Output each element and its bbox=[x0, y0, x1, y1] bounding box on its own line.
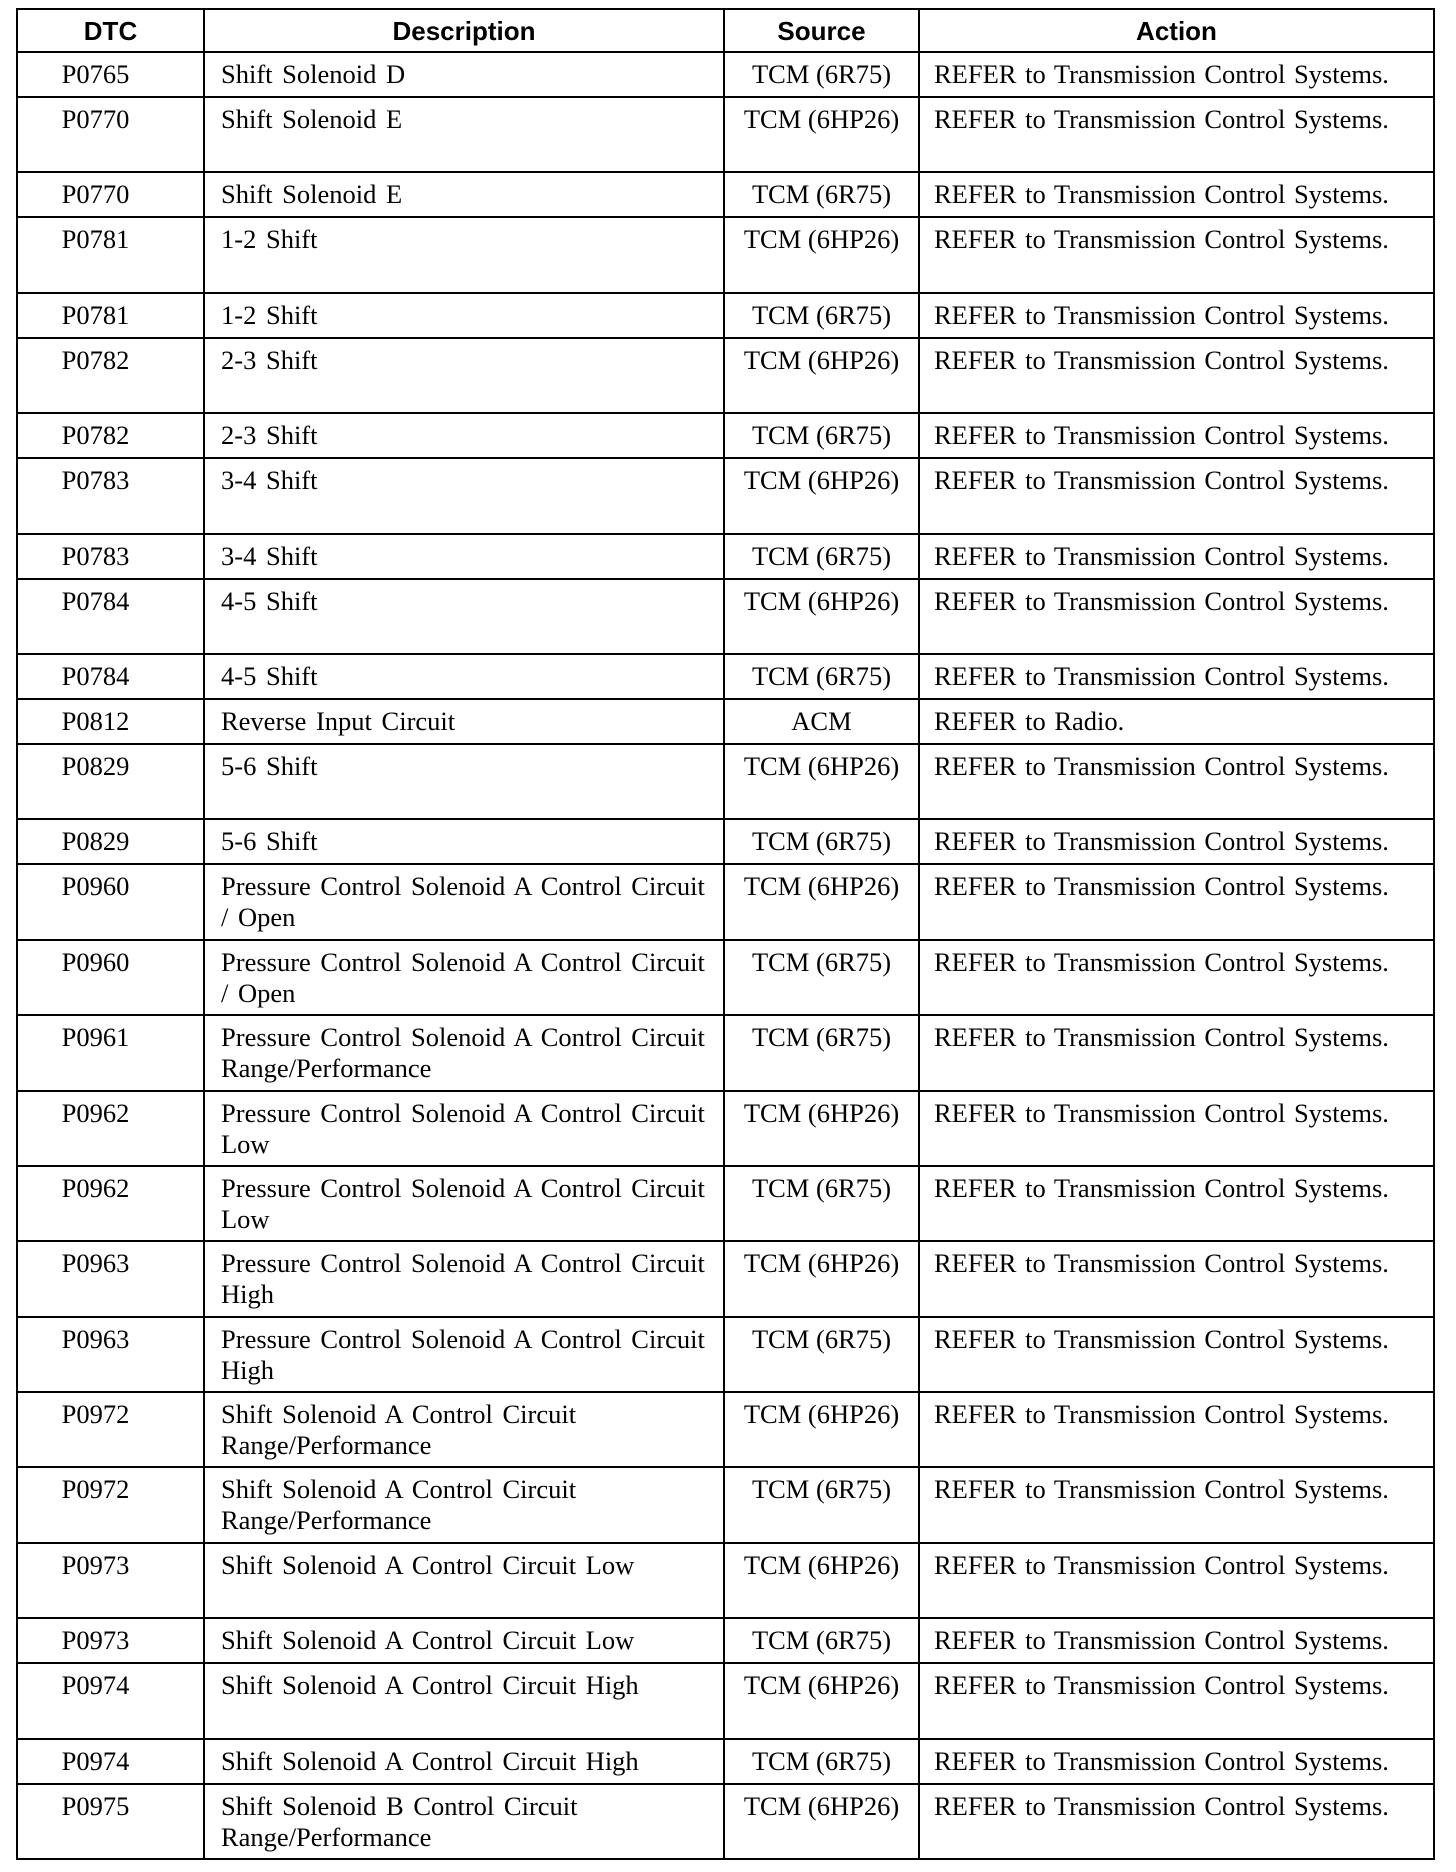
source-cell: TCM (6R75) bbox=[724, 293, 919, 338]
dtc-cell: P0973 bbox=[17, 1618, 204, 1663]
dtc-cell: P0962 bbox=[17, 1166, 204, 1241]
description-cell: Shift Solenoid A Control Circuit High bbox=[204, 1739, 724, 1784]
source-cell: TCM (6HP26) bbox=[724, 217, 919, 292]
description-cell: 4-5 Shift bbox=[204, 654, 724, 699]
description-cell: 4-5 Shift bbox=[204, 579, 724, 654]
table-row bbox=[17, 1739, 1434, 1784]
dtc-cell: P0829 bbox=[17, 744, 204, 819]
description-cell: Shift Solenoid A Control Circuit Range/Performance bbox=[204, 1467, 724, 1542]
table-row bbox=[17, 1467, 1434, 1542]
action-cell: REFER to Transmission Control Systems. bbox=[919, 172, 1434, 217]
source-cell: TCM (6HP26) bbox=[724, 1784, 919, 1859]
dtc-cell: P0781 bbox=[17, 217, 204, 292]
dtc-cell: P0961 bbox=[17, 1015, 204, 1090]
dtc-cell: P0770 bbox=[17, 97, 204, 172]
source-cell: TCM (6HP26) bbox=[724, 1241, 919, 1316]
description-cell: Shift Solenoid A Control Circuit Range/Performance bbox=[204, 1392, 724, 1467]
description-cell: 5-6 Shift bbox=[204, 744, 724, 819]
source-cell: TCM (6R75) bbox=[724, 1317, 919, 1392]
dtc-cell: P0963 bbox=[17, 1317, 204, 1392]
action-cell: REFER to Transmission Control Systems. bbox=[919, 1166, 1434, 1241]
table-row bbox=[17, 1015, 1434, 1090]
source-cell: TCM (6R75) bbox=[724, 1618, 919, 1663]
action-cell: REFER to Transmission Control Systems. bbox=[919, 864, 1434, 939]
action-cell: REFER to Transmission Control Systems. bbox=[919, 293, 1434, 338]
description-cell: 3-4 Shift bbox=[204, 534, 724, 579]
action-cell: REFER to Transmission Control Systems. bbox=[919, 217, 1434, 292]
source-cell: TCM (6HP26) bbox=[724, 458, 919, 533]
description-cell: 2-3 Shift bbox=[204, 338, 724, 413]
description-cell: Pressure Control Solenoid A Control Circuit High bbox=[204, 1241, 724, 1316]
dtc-cell: P0963 bbox=[17, 1241, 204, 1316]
table-row bbox=[17, 413, 1434, 458]
table-row bbox=[17, 654, 1434, 699]
action-cell: REFER to Transmission Control Systems. bbox=[919, 744, 1434, 819]
source-cell: TCM (6R75) bbox=[724, 1015, 919, 1090]
source-cell: TCM (6HP26) bbox=[724, 1543, 919, 1618]
table-row bbox=[17, 864, 1434, 939]
source-cell: TCM (6HP26) bbox=[724, 1663, 919, 1738]
description-cell: Shift Solenoid A Control Circuit High bbox=[204, 1663, 724, 1738]
description-cell: Pressure Control Solenoid A Control Circuit Range/Performance bbox=[204, 1015, 724, 1090]
description-cell: Shift Solenoid A Control Circuit Low bbox=[204, 1543, 724, 1618]
description-cell: Shift Solenoid A Control Circuit Low bbox=[204, 1618, 724, 1663]
header-action: Action bbox=[919, 9, 1434, 52]
table-row bbox=[17, 338, 1434, 413]
table-header bbox=[17, 9, 1434, 52]
action-cell: REFER to Radio. bbox=[919, 699, 1434, 744]
action-cell: REFER to Transmission Control Systems. bbox=[919, 458, 1434, 533]
table-row bbox=[17, 1663, 1434, 1738]
source-cell: TCM (6R75) bbox=[724, 413, 919, 458]
header-description: Description bbox=[204, 9, 724, 52]
description-cell: Reverse Input Circuit bbox=[204, 699, 724, 744]
dtc-cell: P0812 bbox=[17, 699, 204, 744]
source-cell: ACM bbox=[724, 699, 919, 744]
table-row bbox=[17, 172, 1434, 217]
source-cell: TCM (6R75) bbox=[724, 52, 919, 97]
dtc-cell: P0783 bbox=[17, 458, 204, 533]
action-cell: REFER to Transmission Control Systems. bbox=[919, 1091, 1434, 1166]
description-cell: Shift Solenoid E bbox=[204, 97, 724, 172]
dtc-cell: P0960 bbox=[17, 864, 204, 939]
dtc-cell: P0782 bbox=[17, 413, 204, 458]
source-cell: TCM (6HP26) bbox=[724, 1091, 919, 1166]
action-cell: REFER to Transmission Control Systems. bbox=[919, 1543, 1434, 1618]
source-cell: TCM (6R75) bbox=[724, 1467, 919, 1542]
description-cell: Pressure Control Solenoid A Control Circuit Low bbox=[204, 1166, 724, 1241]
table-row bbox=[17, 217, 1434, 292]
table-row bbox=[17, 534, 1434, 579]
dtc-cell: P0765 bbox=[17, 52, 204, 97]
table-row bbox=[17, 1166, 1434, 1241]
header-source: Source bbox=[724, 9, 919, 52]
action-cell: REFER to Transmission Control Systems. bbox=[919, 1015, 1434, 1090]
action-cell: REFER to Transmission Control Systems. bbox=[919, 1663, 1434, 1738]
table-row bbox=[17, 1784, 1434, 1859]
dtc-cell: P0782 bbox=[17, 338, 204, 413]
table-row bbox=[17, 819, 1434, 864]
table-body bbox=[17, 52, 1434, 1859]
table-row bbox=[17, 1091, 1434, 1166]
source-cell: TCM (6R75) bbox=[724, 1166, 919, 1241]
table-row bbox=[17, 97, 1434, 172]
dtc-cell: P0975 bbox=[17, 1784, 204, 1859]
table-row bbox=[17, 52, 1434, 97]
dtc-cell: P0972 bbox=[17, 1467, 204, 1542]
table-row bbox=[17, 458, 1434, 533]
source-cell: TCM (6HP26) bbox=[724, 1392, 919, 1467]
action-cell: REFER to Transmission Control Systems. bbox=[919, 579, 1434, 654]
action-cell: REFER to Transmission Control Systems. bbox=[919, 940, 1434, 1015]
dtc-cell: P0784 bbox=[17, 579, 204, 654]
dtc-cell: P0784 bbox=[17, 654, 204, 699]
action-cell: REFER to Transmission Control Systems. bbox=[919, 654, 1434, 699]
source-cell: TCM (6R75) bbox=[724, 1739, 919, 1784]
dtc-cell: P0770 bbox=[17, 172, 204, 217]
description-cell: Pressure Control Solenoid A Control Circuit / Open bbox=[204, 940, 724, 1015]
action-cell: REFER to Transmission Control Systems. bbox=[919, 1739, 1434, 1784]
table-row bbox=[17, 1392, 1434, 1467]
description-cell: 1-2 Shift bbox=[204, 293, 724, 338]
action-cell: REFER to Transmission Control Systems. bbox=[919, 1618, 1434, 1663]
dtc-cell: P0973 bbox=[17, 1543, 204, 1618]
table-row bbox=[17, 1543, 1434, 1618]
header-row bbox=[17, 9, 1434, 52]
dtc-cell: P0829 bbox=[17, 819, 204, 864]
action-cell: REFER to Transmission Control Systems. bbox=[919, 1241, 1434, 1316]
dtc-cell: P0960 bbox=[17, 940, 204, 1015]
action-cell: REFER to Transmission Control Systems. bbox=[919, 52, 1434, 97]
description-cell: Pressure Control Solenoid A Control Circuit / Open bbox=[204, 864, 724, 939]
table-row bbox=[17, 1618, 1434, 1663]
source-cell: TCM (6R75) bbox=[724, 940, 919, 1015]
description-cell: Pressure Control Solenoid A Control Circuit High bbox=[204, 1317, 724, 1392]
action-cell: REFER to Transmission Control Systems. bbox=[919, 1784, 1434, 1859]
description-cell: Pressure Control Solenoid A Control Circuit Low bbox=[204, 1091, 724, 1166]
table-row bbox=[17, 699, 1434, 744]
description-cell: Shift Solenoid D bbox=[204, 52, 724, 97]
dtc-cell: P0962 bbox=[17, 1091, 204, 1166]
source-cell: TCM (6HP26) bbox=[724, 579, 919, 654]
description-cell: Shift Solenoid E bbox=[204, 172, 724, 217]
dtc-table bbox=[16, 8, 1435, 1860]
header-dtc: DTC bbox=[17, 9, 204, 52]
action-cell: REFER to Transmission Control Systems. bbox=[919, 1317, 1434, 1392]
source-cell: TCM (6R75) bbox=[724, 172, 919, 217]
table-row bbox=[17, 293, 1434, 338]
table-row bbox=[17, 744, 1434, 819]
action-cell: REFER to Transmission Control Systems. bbox=[919, 1467, 1434, 1542]
description-cell: 5-6 Shift bbox=[204, 819, 724, 864]
source-cell: TCM (6R75) bbox=[724, 654, 919, 699]
action-cell: REFER to Transmission Control Systems. bbox=[919, 819, 1434, 864]
table-row bbox=[17, 579, 1434, 654]
dtc-cell: P0783 bbox=[17, 534, 204, 579]
dtc-cell: P0972 bbox=[17, 1392, 204, 1467]
table-row bbox=[17, 1317, 1434, 1392]
action-cell: REFER to Transmission Control Systems. bbox=[919, 1392, 1434, 1467]
source-cell: TCM (6HP26) bbox=[724, 744, 919, 819]
source-cell: TCM (6HP26) bbox=[724, 97, 919, 172]
action-cell: REFER to Transmission Control Systems. bbox=[919, 534, 1434, 579]
description-cell: 1-2 Shift bbox=[204, 217, 724, 292]
source-cell: TCM (6HP26) bbox=[724, 864, 919, 939]
table-row bbox=[17, 1241, 1434, 1316]
description-cell: 2-3 Shift bbox=[204, 413, 724, 458]
dtc-cell: P0974 bbox=[17, 1739, 204, 1784]
action-cell: REFER to Transmission Control Systems. bbox=[919, 97, 1434, 172]
source-cell: TCM (6R75) bbox=[724, 819, 919, 864]
table-row bbox=[17, 940, 1434, 1015]
description-cell: 3-4 Shift bbox=[204, 458, 724, 533]
dtc-cell: P0974 bbox=[17, 1663, 204, 1738]
action-cell: REFER to Transmission Control Systems. bbox=[919, 413, 1434, 458]
description-cell: Shift Solenoid B Control Circuit Range/Performance bbox=[204, 1784, 724, 1859]
dtc-cell: P0781 bbox=[17, 293, 204, 338]
source-cell: TCM (6R75) bbox=[724, 534, 919, 579]
source-cell: TCM (6HP26) bbox=[724, 338, 919, 413]
action-cell: REFER to Transmission Control Systems. bbox=[919, 338, 1434, 413]
